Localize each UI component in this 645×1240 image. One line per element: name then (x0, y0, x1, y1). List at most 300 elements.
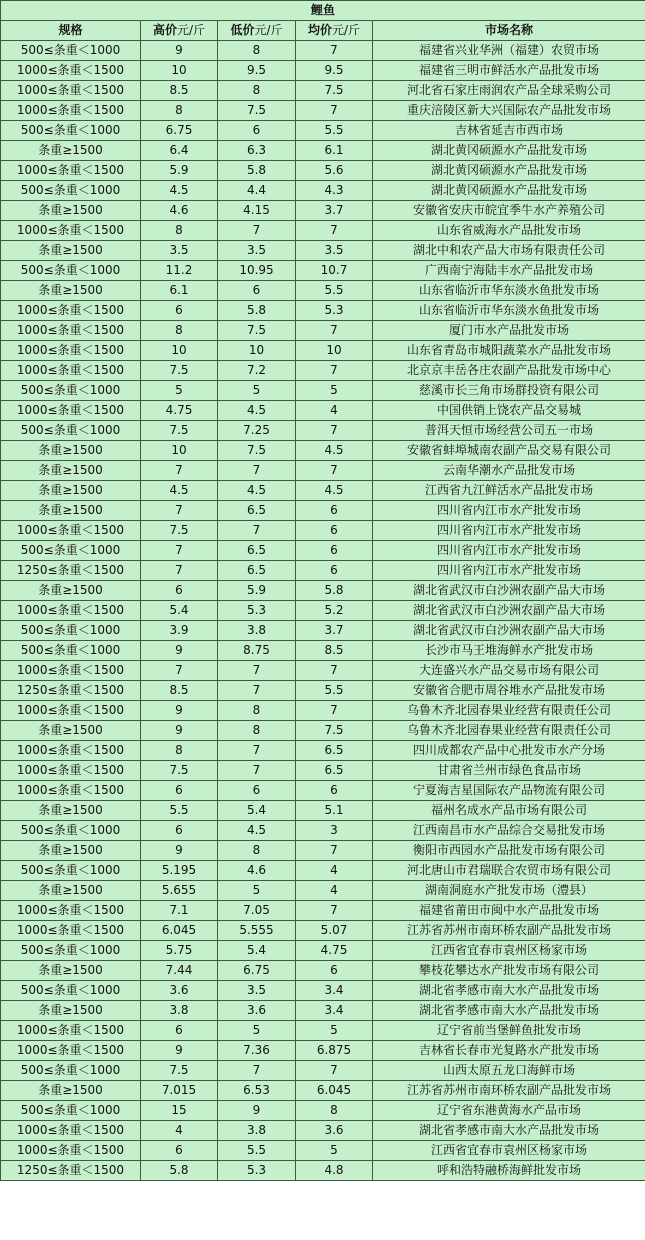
cell-avg-price: 7.5 (296, 721, 373, 741)
cell-avg-price: 3.4 (296, 981, 373, 1001)
cell-low-price: 7 (218, 661, 296, 681)
cell-low-price: 4.5 (218, 481, 296, 501)
cell-high-price: 8.5 (141, 81, 218, 101)
cell-spec: 500≤条重＜1000 (1, 621, 141, 641)
table-row (1, 1061, 645, 1081)
cell-market-name: 江西南昌市水产品综合交易批发市场 (373, 821, 645, 841)
cell-low-price: 8 (218, 841, 296, 861)
table-row (1, 61, 645, 81)
cell-spec: 条重≥1500 (1, 201, 141, 221)
cell-high-price: 7.015 (141, 1081, 218, 1101)
cell-avg-price: 5 (296, 1021, 373, 1041)
cell-high-price: 5.9 (141, 161, 218, 181)
cell-market-name: 湖北省孝感市南大水产品批发市场 (373, 1121, 645, 1141)
cell-high-price: 6.4 (141, 141, 218, 161)
cell-market-name: 福州名成水产品市场有限公司 (373, 801, 645, 821)
table-row (1, 381, 645, 401)
cell-low-price: 8 (218, 41, 296, 61)
cell-high-price: 11.2 (141, 261, 218, 281)
table-row (1, 781, 645, 801)
table-row (1, 481, 645, 501)
cell-market-name: 湖北黄冈硕源水产品批发市场 (373, 161, 645, 181)
header-low-price: 低价元/斤 (218, 21, 296, 41)
cell-market-name: 山东省临沂市华东淡水鱼批发市场 (373, 281, 645, 301)
cell-market-name: 北京京丰岳各庄农副产品批发市场中心 (373, 361, 645, 381)
table-row (1, 181, 645, 201)
cell-spec: 1250≤条重＜1500 (1, 561, 141, 581)
cell-high-price: 15 (141, 1101, 218, 1121)
cell-high-price: 4.75 (141, 401, 218, 421)
cell-spec: 条重≥1500 (1, 581, 141, 601)
table-title-row (1, 1, 645, 21)
table-row (1, 161, 645, 181)
table-row (1, 1141, 645, 1161)
cell-low-price: 5.3 (218, 1161, 296, 1181)
cell-high-price: 3.8 (141, 1001, 218, 1021)
cell-market-name: 慈溪市长三角市场群投资有限公司 (373, 381, 645, 401)
table-row (1, 941, 645, 961)
cell-avg-price: 4 (296, 401, 373, 421)
cell-avg-price: 4.75 (296, 941, 373, 961)
header-market-name: 市场名称 (373, 21, 645, 41)
table-row (1, 241, 645, 261)
cell-high-price: 8 (141, 741, 218, 761)
table-row (1, 761, 645, 781)
table-row (1, 861, 645, 881)
cell-spec: 500≤条重＜1000 (1, 41, 141, 61)
cell-high-price: 8 (141, 221, 218, 241)
cell-high-price: 3.6 (141, 981, 218, 1001)
cell-high-price: 8.5 (141, 681, 218, 701)
cell-avg-price: 6.875 (296, 1041, 373, 1061)
cell-market-name: 宁夏海吉星国际农产品物流有限公司 (373, 781, 645, 801)
table-row (1, 641, 645, 661)
cell-spec: 500≤条重＜1000 (1, 421, 141, 441)
table-row (1, 1101, 645, 1121)
cell-low-price: 7.5 (218, 321, 296, 341)
cell-market-name: 湖北省孝感市南大水产品批发市场 (373, 1001, 645, 1021)
cell-market-name: 四川省内江市水产批发市场 (373, 541, 645, 561)
table-row (1, 541, 645, 561)
table-row (1, 41, 645, 61)
cell-spec: 1000≤条重＜1500 (1, 761, 141, 781)
table-row (1, 201, 645, 221)
cell-market-name: 呼和浩特融桥海鲜批发市场 (373, 1161, 645, 1181)
cell-low-price: 9.5 (218, 61, 296, 81)
table-row (1, 561, 645, 581)
cell-high-price: 7 (141, 661, 218, 681)
header-avg-price: 均价元/斤 (296, 21, 373, 41)
cell-avg-price: 10 (296, 341, 373, 361)
cell-market-name: 河北唐山市君瑞联合农贸市场有限公司 (373, 861, 645, 881)
cell-low-price: 7 (218, 221, 296, 241)
cell-low-price: 3.8 (218, 621, 296, 641)
cell-high-price: 9 (141, 1041, 218, 1061)
cell-high-price: 4.5 (141, 181, 218, 201)
cell-market-name: 辽宁省前当堡鲜鱼批发市场 (373, 1021, 645, 1041)
cell-spec: 条重≥1500 (1, 881, 141, 901)
cell-avg-price: 6.5 (296, 761, 373, 781)
cell-avg-price: 4 (296, 861, 373, 881)
cell-market-name: 普洱天恒市场经营公司五一市场 (373, 421, 645, 441)
table-row (1, 281, 645, 301)
cell-market-name: 湖北省武汉市白沙洲农副产品大市场 (373, 621, 645, 641)
cell-market-name: 湖北黄冈硕源水产品批发市场 (373, 181, 645, 201)
cell-avg-price: 7 (296, 421, 373, 441)
table-row (1, 961, 645, 981)
cell-spec: 1000≤条重＜1500 (1, 401, 141, 421)
table-row (1, 701, 645, 721)
table-row (1, 81, 645, 101)
cell-high-price: 7 (141, 461, 218, 481)
cell-spec: 1000≤条重＜1500 (1, 1021, 141, 1041)
cell-market-name: 江西省宜春市袁州区杨家市场 (373, 941, 645, 961)
cell-spec: 条重≥1500 (1, 841, 141, 861)
cell-avg-price: 7 (296, 661, 373, 681)
table-row (1, 321, 645, 341)
table-row (1, 1041, 645, 1061)
cell-high-price: 6 (141, 1141, 218, 1161)
cell-avg-price: 7.5 (296, 81, 373, 101)
table-row (1, 681, 645, 701)
cell-low-price: 5.5 (218, 1141, 296, 1161)
cell-low-price: 7 (218, 521, 296, 541)
cell-low-price: 8 (218, 721, 296, 741)
cell-high-price: 10 (141, 341, 218, 361)
cell-low-price: 5 (218, 881, 296, 901)
cell-low-price: 7 (218, 761, 296, 781)
table-row (1, 661, 645, 681)
cell-spec: 1000≤条重＜1500 (1, 1121, 141, 1141)
cell-avg-price: 7 (296, 1061, 373, 1081)
cell-high-price: 7.5 (141, 421, 218, 441)
cell-avg-price: 7 (296, 101, 373, 121)
cell-high-price: 6.1 (141, 281, 218, 301)
cell-low-price: 6.53 (218, 1081, 296, 1101)
cell-spec: 1000≤条重＜1500 (1, 521, 141, 541)
cell-market-name: 福建省兴业华洲（福建）农贸市场 (373, 41, 645, 61)
cell-market-name: 乌鲁木齐北园春果业经营有限责任公司 (373, 701, 645, 721)
cell-market-name: 辽宁省东港黄海水产品市场 (373, 1101, 645, 1121)
table-row (1, 821, 645, 841)
cell-high-price: 9 (141, 701, 218, 721)
cell-spec: 500≤条重＜1000 (1, 121, 141, 141)
table-row (1, 461, 645, 481)
cell-high-price: 5.4 (141, 601, 218, 621)
cell-spec: 1000≤条重＜1500 (1, 361, 141, 381)
table-row (1, 981, 645, 1001)
cell-low-price: 8.75 (218, 641, 296, 661)
cell-avg-price: 6.045 (296, 1081, 373, 1101)
cell-avg-price: 4.5 (296, 441, 373, 461)
cell-high-price: 7 (141, 541, 218, 561)
cell-high-price: 7.5 (141, 361, 218, 381)
table-row (1, 401, 645, 421)
cell-market-name: 福建省三明市鲜活水产品批发市场 (373, 61, 645, 81)
cell-avg-price: 3.5 (296, 241, 373, 261)
cell-low-price: 7.2 (218, 361, 296, 381)
table-row (1, 601, 645, 621)
cell-high-price: 5.8 (141, 1161, 218, 1181)
table-row (1, 121, 645, 141)
cell-avg-price: 5.5 (296, 681, 373, 701)
cell-low-price: 4.4 (218, 181, 296, 201)
cell-high-price: 9 (141, 41, 218, 61)
cell-spec: 1250≤条重＜1500 (1, 681, 141, 701)
cell-low-price: 6.75 (218, 961, 296, 981)
cell-high-price: 6 (141, 1021, 218, 1041)
cell-low-price: 10 (218, 341, 296, 361)
cell-spec: 条重≥1500 (1, 461, 141, 481)
cell-spec: 1000≤条重＜1500 (1, 321, 141, 341)
table-row (1, 261, 645, 281)
cell-spec: 500≤条重＜1000 (1, 861, 141, 881)
cell-spec: 条重≥1500 (1, 1081, 141, 1101)
cell-avg-price: 7 (296, 41, 373, 61)
cell-avg-price: 10.7 (296, 261, 373, 281)
cell-market-name: 湖北黄冈硕源水产品批发市场 (373, 141, 645, 161)
cell-spec: 1000≤条重＜1500 (1, 601, 141, 621)
cell-low-price: 6.3 (218, 141, 296, 161)
cell-avg-price: 8 (296, 1101, 373, 1121)
cell-avg-price: 6 (296, 561, 373, 581)
cell-market-name: 四川省内江市水产批发市场 (373, 521, 645, 541)
cell-spec: 条重≥1500 (1, 281, 141, 301)
cell-high-price: 7.5 (141, 521, 218, 541)
cell-avg-price: 3.7 (296, 621, 373, 641)
cell-spec: 条重≥1500 (1, 801, 141, 821)
cell-avg-price: 3.7 (296, 201, 373, 221)
cell-market-name: 江西省九江鲜活水产品批发市场 (373, 481, 645, 501)
cell-avg-price: 6 (296, 501, 373, 521)
cell-avg-price: 7 (296, 841, 373, 861)
table-row (1, 441, 645, 461)
cell-high-price: 5 (141, 381, 218, 401)
cell-low-price: 8 (218, 701, 296, 721)
cell-market-name: 湖南洞庭水产批发市场（澧县） (373, 881, 645, 901)
cell-low-price: 3.5 (218, 981, 296, 1001)
cell-avg-price: 3.6 (296, 1121, 373, 1141)
cell-high-price: 7 (141, 561, 218, 581)
table-row (1, 901, 645, 921)
cell-low-price: 5.9 (218, 581, 296, 601)
table-row (1, 1021, 645, 1041)
cell-market-name: 四川成都农产品中心批发市水产分场 (373, 741, 645, 761)
table-title: 鲤鱼 (1, 1, 645, 21)
cell-high-price: 9 (141, 641, 218, 661)
cell-low-price: 5.4 (218, 801, 296, 821)
cell-low-price: 7 (218, 1061, 296, 1081)
cell-low-price: 7.05 (218, 901, 296, 921)
cell-high-price: 4 (141, 1121, 218, 1141)
cell-high-price: 8 (141, 321, 218, 341)
cell-market-name: 安徽省安庆市皖宜季牛水产养殖公司 (373, 201, 645, 221)
cell-high-price: 9 (141, 841, 218, 861)
table-row (1, 1121, 645, 1141)
cell-avg-price: 6 (296, 781, 373, 801)
cell-low-price: 5.8 (218, 301, 296, 321)
cell-low-price: 5.3 (218, 601, 296, 621)
cell-spec: 1000≤条重＜1500 (1, 221, 141, 241)
cell-low-price: 5 (218, 1021, 296, 1041)
cell-market-name: 河北省石家庄雨润农产品全球采购公司 (373, 81, 645, 101)
cell-low-price: 6.5 (218, 501, 296, 521)
table-row (1, 361, 645, 381)
cell-low-price: 5 (218, 381, 296, 401)
cell-low-price: 5.8 (218, 161, 296, 181)
cell-avg-price: 5.8 (296, 581, 373, 601)
table-row (1, 301, 645, 321)
table-row (1, 801, 645, 821)
table-row (1, 881, 645, 901)
cell-avg-price: 4.8 (296, 1161, 373, 1181)
cell-avg-price: 7 (296, 461, 373, 481)
header-high-price: 高价元/斤 (141, 21, 218, 41)
cell-market-name: 江西省宜春市袁州区杨家市场 (373, 1141, 645, 1161)
cell-avg-price: 5.6 (296, 161, 373, 181)
cell-spec: 500≤条重＜1000 (1, 181, 141, 201)
cell-spec: 500≤条重＜1000 (1, 381, 141, 401)
cell-high-price: 6 (141, 301, 218, 321)
cell-market-name: 四川省内江市水产批发市场 (373, 501, 645, 521)
cell-market-name: 中国供销上饶农产品交易城 (373, 401, 645, 421)
table-row (1, 741, 645, 761)
cell-low-price: 10.95 (218, 261, 296, 281)
cell-spec: 1000≤条重＜1500 (1, 781, 141, 801)
cell-high-price: 5.655 (141, 881, 218, 901)
cell-spec: 500≤条重＜1000 (1, 641, 141, 661)
cell-avg-price: 7 (296, 221, 373, 241)
cell-market-name: 乌鲁木齐北园春果业经营有限责任公司 (373, 721, 645, 741)
cell-high-price: 9 (141, 721, 218, 741)
cell-avg-price: 6 (296, 521, 373, 541)
cell-low-price: 4.6 (218, 861, 296, 881)
cell-high-price: 4.6 (141, 201, 218, 221)
cell-spec: 条重≥1500 (1, 241, 141, 261)
cell-avg-price: 5.07 (296, 921, 373, 941)
cell-spec: 条重≥1500 (1, 441, 141, 461)
cell-avg-price: 3 (296, 821, 373, 841)
cell-market-name: 山西太原五龙口海鲜市场 (373, 1061, 645, 1081)
cell-low-price: 7 (218, 681, 296, 701)
cell-low-price: 7.5 (218, 441, 296, 461)
cell-market-name: 云南华潮水产品批发市场 (373, 461, 645, 481)
cell-spec: 500≤条重＜1000 (1, 541, 141, 561)
cell-high-price: 6.75 (141, 121, 218, 141)
table-row (1, 421, 645, 441)
cell-avg-price: 7 (296, 361, 373, 381)
cell-high-price: 7.1 (141, 901, 218, 921)
cell-spec: 1000≤条重＜1500 (1, 921, 141, 941)
cell-avg-price: 7 (296, 701, 373, 721)
cell-spec: 500≤条重＜1000 (1, 821, 141, 841)
header-spec: 规格 (1, 21, 141, 41)
cell-spec: 1000≤条重＜1500 (1, 81, 141, 101)
cell-spec: 1250≤条重＜1500 (1, 1161, 141, 1181)
cell-spec: 1000≤条重＜1500 (1, 901, 141, 921)
cell-market-name: 长沙市马王堆海鲜水产批发市场 (373, 641, 645, 661)
cell-market-name: 湖北省孝感市南大水产品批发市场 (373, 981, 645, 1001)
cell-high-price: 3.5 (141, 241, 218, 261)
table-row (1, 221, 645, 241)
cell-spec: 1000≤条重＜1500 (1, 161, 141, 181)
cell-avg-price: 6 (296, 541, 373, 561)
cell-high-price: 6 (141, 581, 218, 601)
cell-market-name: 吉林省延吉市西市场 (373, 121, 645, 141)
cell-high-price: 6 (141, 781, 218, 801)
cell-low-price: 7.25 (218, 421, 296, 441)
table-row (1, 1161, 645, 1181)
table-row (1, 841, 645, 861)
cell-market-name: 四川省内江市水产批发市场 (373, 561, 645, 581)
cell-high-price: 8 (141, 101, 218, 121)
cell-avg-price: 5.5 (296, 121, 373, 141)
cell-market-name: 福建省莆田市闽中水产品批发市场 (373, 901, 645, 921)
table-row (1, 1001, 645, 1021)
cell-market-name: 攀枝花攀达水产批发市场有限公司 (373, 961, 645, 981)
cell-high-price: 7 (141, 501, 218, 521)
cell-high-price: 7.5 (141, 761, 218, 781)
cell-avg-price: 5.3 (296, 301, 373, 321)
cell-avg-price: 5.5 (296, 281, 373, 301)
cell-market-name: 广西南宁海陆丰水产品批发市场 (373, 261, 645, 281)
cell-market-name: 吉林省长春市光复路水产批发市场 (373, 1041, 645, 1061)
table-row (1, 1081, 645, 1101)
cell-market-name: 安徽省合肥市周谷堆水产品批发市场 (373, 681, 645, 701)
cell-low-price: 6.5 (218, 561, 296, 581)
table-row (1, 721, 645, 741)
cell-high-price: 5.75 (141, 941, 218, 961)
cell-low-price: 7.5 (218, 101, 296, 121)
cell-spec: 条重≥1500 (1, 481, 141, 501)
cell-market-name: 厦门市水产品批发市场 (373, 321, 645, 341)
cell-market-name: 江苏省苏州市南环桥农副产品批发市场 (373, 921, 645, 941)
cell-avg-price: 9.5 (296, 61, 373, 81)
cell-low-price: 5.4 (218, 941, 296, 961)
cell-spec: 500≤条重＜1000 (1, 981, 141, 1001)
cell-low-price: 7.36 (218, 1041, 296, 1061)
cell-market-name: 大连盛兴水产品交易市场有限公司 (373, 661, 645, 681)
cell-spec: 500≤条重＜1000 (1, 1101, 141, 1121)
cell-market-name: 山东省威海水产品批发市场 (373, 221, 645, 241)
cell-spec: 1000≤条重＜1500 (1, 701, 141, 721)
cell-avg-price: 6.5 (296, 741, 373, 761)
cell-spec: 条重≥1500 (1, 141, 141, 161)
cell-market-name: 安徽省蚌埠城南农副产品交易有限公司 (373, 441, 645, 461)
cell-market-name: 湖北省武汉市白沙洲农副产品大市场 (373, 601, 645, 621)
cell-spec: 条重≥1500 (1, 501, 141, 521)
cell-high-price: 3.9 (141, 621, 218, 641)
cell-low-price: 6 (218, 781, 296, 801)
cell-high-price: 7.5 (141, 1061, 218, 1081)
cell-low-price: 4.5 (218, 401, 296, 421)
cell-low-price: 6.5 (218, 541, 296, 561)
cell-avg-price: 6 (296, 961, 373, 981)
cell-spec: 1000≤条重＜1500 (1, 341, 141, 361)
cell-spec: 条重≥1500 (1, 1001, 141, 1021)
cell-high-price: 7.44 (141, 961, 218, 981)
cell-low-price: 7 (218, 741, 296, 761)
cell-low-price: 6 (218, 121, 296, 141)
cell-spec: 条重≥1500 (1, 721, 141, 741)
cell-spec: 1000≤条重＜1500 (1, 741, 141, 761)
cell-high-price: 6.045 (141, 921, 218, 941)
cell-high-price: 4.5 (141, 481, 218, 501)
cell-avg-price: 4.3 (296, 181, 373, 201)
table-row (1, 501, 645, 521)
cell-avg-price: 5 (296, 381, 373, 401)
cell-avg-price: 5.2 (296, 601, 373, 621)
